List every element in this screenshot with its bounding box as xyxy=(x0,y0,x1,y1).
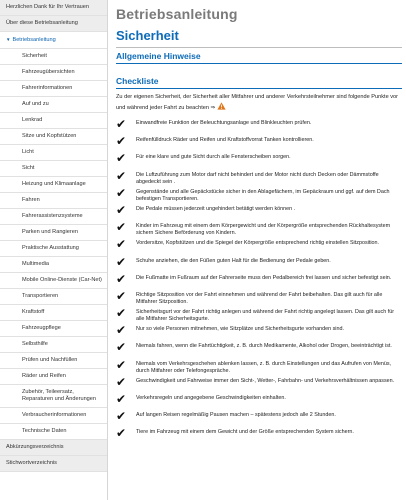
sidebar-item-operating-manual[interactable] xyxy=(0,32,107,49)
sidebar-item-about-manual[interactable]: Über diese Betriebsanleitung xyxy=(0,16,107,32)
sidebar-sub-item[interactable]: Sitze und Kopfstützen xyxy=(0,129,107,145)
arrow-icon: ⇒ xyxy=(210,104,216,111)
sidebar-item-abbreviations[interactable]: Abkürzungsverzeichnis xyxy=(0,440,107,456)
sidebar-sub-item[interactable]: Fahrerassistenzsysteme xyxy=(0,209,107,225)
checklist-item xyxy=(116,271,402,289)
checklist-item-text: Geschwindigkeit und Fahrweise immer den Sicht-, Wetter-, Fahrbahn- und Verkehrsverhältnissen anpassen. xyxy=(136,377,395,384)
sidebar-sub-item[interactable]: Licht xyxy=(0,145,107,161)
sidebar-sub-item[interactable]: Lenkrad xyxy=(0,113,107,129)
checklist-item xyxy=(116,357,402,375)
checklist-item xyxy=(116,222,402,237)
sidebar-sub-item[interactable]: Parken und Rangieren xyxy=(0,225,107,241)
checklist-item xyxy=(116,374,402,392)
checklist-item xyxy=(116,168,402,186)
checklist-item xyxy=(116,153,402,168)
checklist-item xyxy=(116,254,402,272)
sidebar-item-index[interactable]: Stichwortverzeichnis xyxy=(0,456,107,472)
checkmark-icon: ✔ xyxy=(116,134,127,149)
checkmark-icon: ✔ xyxy=(116,202,127,217)
checkmark-icon: ✔ xyxy=(116,220,127,235)
checklist-item xyxy=(116,119,402,134)
checkmark-icon: ✔ xyxy=(116,237,127,252)
checklist-item xyxy=(116,325,402,340)
sidebar-item-label: Betriebsanleitung xyxy=(12,37,56,43)
sidebar-sub-item[interactable]: Fahrzeugübersichten xyxy=(0,65,107,81)
checkmark-icon: ✔ xyxy=(116,409,127,424)
checklist-item-text: Vordersitze, Kopfstützen und die Spiegel der Körpergröße entsprechend richtig einstellen Sitzposition. xyxy=(136,240,380,247)
intro-text: Zu der eigenen Sicherheit, der Sicherheit aller Mitfahrer und anderer Verkehrsteilnehmer sind folgende Punkte vor und während jeder Fahrt zu beachten xyxy=(116,94,399,111)
sidebar-item-thanks[interactable]: Herzlichen Dank für Ihr Vertrauen xyxy=(0,0,107,16)
checkmark-icon: ✔ xyxy=(116,392,127,406)
section-title: Sicherheit xyxy=(116,28,179,43)
sidebar-sub-item[interactable]: Technische Daten xyxy=(0,424,107,440)
checklist-item-text: Die Fußmatte im Fußraum auf der Fahrerseite muss den Pedalbereich frei lassen und sicher befestigt sein. xyxy=(136,274,392,281)
sidebar-sub-item[interactable]: Sicht xyxy=(0,161,107,177)
checkmark-icon: ✔ xyxy=(116,185,127,200)
sidebar-sub-item[interactable]: Mobile Online-Dienste (Car-Net) xyxy=(0,273,107,289)
checkmark-icon: ✔ xyxy=(116,168,127,183)
checklist-item xyxy=(116,411,402,426)
checklist-item-text: Niemals vom Verkehrsgeschehen ablenken lassen, z. B. durch Einstellungen und das Aufrufen von Menüs, durch Mitfahrer oder Telefongespräche. xyxy=(136,360,392,374)
checklist-item xyxy=(116,428,402,443)
sidebar-sub-item[interactable]: Praktische Ausstattung xyxy=(0,241,107,257)
checklist-item-text: Auf langen Reisen regelmäßig Pausen machen – spätestens jedoch alle 2 Stunden. xyxy=(136,412,336,419)
sidebar-sub-item[interactable]: Sicherheit xyxy=(0,49,107,65)
sidebar-sub-item[interactable]: Heizung und Klimaanlage xyxy=(0,177,107,193)
page-title: Betriebsanleitung xyxy=(116,6,238,22)
checklist-item-text: Schuhe anziehen, die den Füßen guten Halt für die Bedienung der Pedale geben. xyxy=(136,257,331,264)
sidebar-sub-item[interactable]: Fahrzeugpflege xyxy=(0,321,107,337)
checkmark-icon: ✔ xyxy=(116,426,127,441)
sidebar-sub-item[interactable]: Fahrerinformationen xyxy=(0,81,107,97)
checklist-item-text: Die Pedale müssen jederzeit ungehindert betätigt werden können . xyxy=(136,205,296,212)
checklist-item xyxy=(116,136,402,151)
sidebar-sub-item[interactable]: Transportieren xyxy=(0,289,107,305)
divider xyxy=(116,63,402,64)
sidebar-nav xyxy=(0,0,108,500)
sidebar-sub-item[interactable]: Kraftstoff xyxy=(0,305,107,321)
sidebar-sub-item[interactable]: Fahren xyxy=(0,193,107,209)
sidebar-sub-item[interactable]: Auf und zu xyxy=(0,97,107,113)
sidebar-sub-list xyxy=(0,49,107,440)
checklist-item xyxy=(116,308,402,323)
expand-arrow-icon: ▼ xyxy=(6,37,11,42)
checklist xyxy=(116,119,402,443)
checklist-item xyxy=(116,342,402,357)
checklist-item xyxy=(116,394,402,409)
checklist-item xyxy=(116,239,402,254)
checkmark-icon: ✔ xyxy=(116,357,127,372)
checkmark-icon: ✔ xyxy=(116,323,127,338)
checklist-item-text: Verkehrsregeln und angegebene Geschwindigkeiten einhalten. xyxy=(136,395,286,401)
subsection-title: Allgemeine Hinweise xyxy=(116,51,201,61)
checklist-item-text: Für eine klare und gute Sicht durch alle Fensterscheiben sorgen. xyxy=(136,154,291,161)
checklist-item-text: Niemals fahren, wenn die Fahrtüchtigkeit, z. B. durch Medikamente, Alkohol oder Drogen, beeinträchtigt ist. xyxy=(136,343,392,350)
checklist-heading: Checkliste xyxy=(116,76,159,86)
checkmark-icon: ✔ xyxy=(116,117,127,131)
checklist-item xyxy=(116,185,402,203)
checkmark-icon: ✔ xyxy=(116,340,127,355)
sidebar-sub-item[interactable]: Selbsthilfe xyxy=(0,337,107,353)
sidebar-sub-item[interactable]: Verbraucherinformationen xyxy=(0,408,107,424)
checkmark-icon: ✔ xyxy=(116,271,127,286)
checklist-item-text: Reifenfülldruck Räder und Reifen und Kraftstoffvorrat Tanken kontrollieren. xyxy=(136,137,314,144)
divider xyxy=(116,47,402,48)
checklist-item-text: Gegenstände und alle Gepäckstücke sicher in den Ablagefächern, im Gepäckraum und ggf. auf dem Dach befestigen Transportieren. xyxy=(136,188,390,202)
warning-triangle-icon[interactable] xyxy=(217,102,226,114)
checkmark-icon: ✔ xyxy=(116,306,127,321)
sidebar-sub-item[interactable]: Prüfen und Nachfüllen xyxy=(0,353,107,369)
checkmark-icon: ✔ xyxy=(116,288,127,303)
checklist-item xyxy=(116,288,402,306)
checklist-item xyxy=(116,202,402,220)
checklist-item-text: Kinder im Fahrzeug mit einem dem Körpergewicht und der Körpergröße entsprechenden Rückhaltesystem sichern Sichere Beförderung von Kindern. xyxy=(136,223,391,237)
checklist-item-text: Einwandfreie Funktion der Beleuchtungsanlage und Blinkleuchten prüfen. xyxy=(136,120,312,126)
sidebar-sub-item[interactable]: Räder und Reifen xyxy=(0,369,107,385)
checklist-item-text: Nur so viele Personen mitnehmen, wie Sitzplätze und Sicherheitsgurte vorhanden sind. xyxy=(136,326,344,333)
checkmark-icon: ✔ xyxy=(116,254,127,269)
sidebar-sub-item[interactable]: Multimedia xyxy=(0,257,107,273)
content-pane xyxy=(116,0,402,500)
checklist-item-text: Sicherheitsgurt vor der Fahrt richtig anlegen und während der Fahrt richtig angelegt lassen. Das gilt auch für alle Mitfahrer Sicherheitsgurte. xyxy=(136,309,394,323)
checkmark-icon: ✔ xyxy=(116,374,127,389)
checklist-item-text: Die Luftzuführung zum Motor darf nicht behindert und der Motor nicht durch Decken oder Dämmstoffe abgedeckt sein . xyxy=(136,171,379,185)
checklist-intro xyxy=(116,94,402,113)
checkmark-icon: ✔ xyxy=(116,151,127,166)
checklist-item-text: Richtige Sitzposition vor der Fahrt einnehmen und während der Fahrt beibehalten. Das gilt auch für alle Mitfahrer Sitzposition. xyxy=(136,291,383,305)
checklist-item-text: Tiere im Fahrzeug mit einem dem Gewicht und der Größe entsprechenden System sichern. xyxy=(136,429,354,436)
sidebar-sub-item[interactable]: Zubehör, Teileersatz, Reparaturen und Änderungen xyxy=(0,385,107,408)
divider xyxy=(116,88,402,89)
